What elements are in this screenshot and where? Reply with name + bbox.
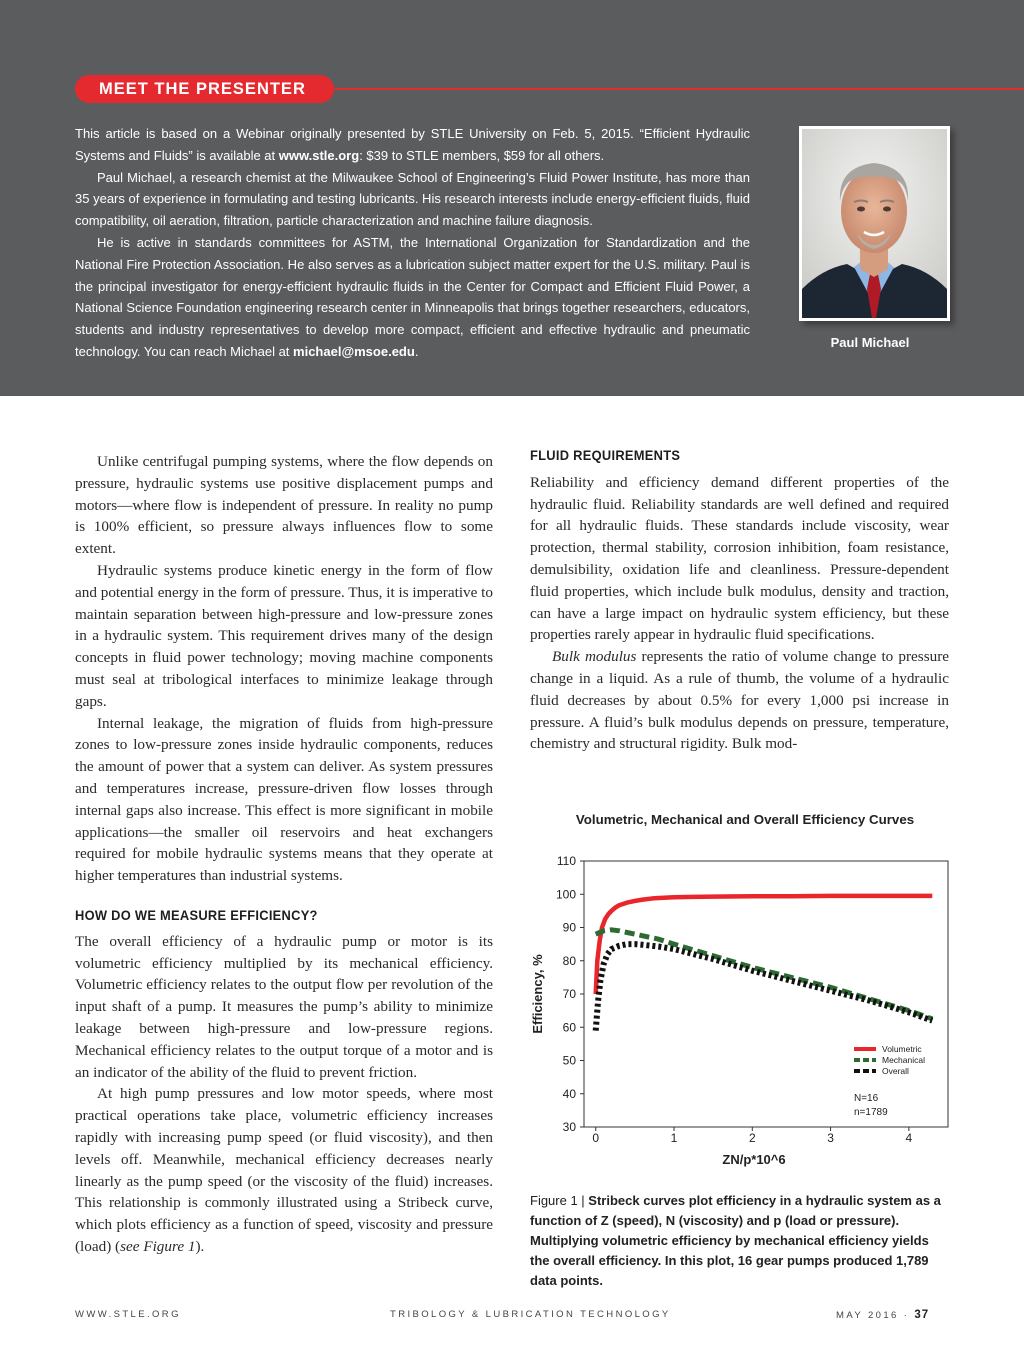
term-bulk-modulus: Bulk modulus <box>552 648 637 666</box>
figure-caption <box>530 1191 950 1291</box>
efficiency-chart <box>528 845 958 1175</box>
y-tick-label: 110 <box>556 854 576 868</box>
bio-end: . <box>414 343 419 359</box>
legend-label: Volumetric <box>882 1044 922 1054</box>
y-tick-label: 90 <box>562 920 576 935</box>
x-tick-label: 1 <box>670 1131 678 1145</box>
y-tick-label: 30 <box>562 1120 576 1134</box>
email-link[interactable]: michael@msoe.edu <box>293 343 415 359</box>
meet-the-presenter-tag: MEET THE PRESENTER <box>75 75 334 103</box>
presenter-band <box>0 0 1024 396</box>
footer-publication: TRIBOLOGY & LUBRICATION TECHNOLOGY <box>390 1309 671 1320</box>
left-column <box>75 451 493 1258</box>
y-axis-label: Efficiency, % <box>530 954 545 1034</box>
y-tick-label: 80 <box>562 953 576 968</box>
x-tick-label: 4 <box>905 1131 913 1145</box>
paragraph-text: At high pump pressures and low motor speeds, where most practical operations take place, volumetric efficiency increases rapidly with increasing pump speed (or fluid viscosity), and then levels off. Meanwhile, mechanical efficiency decreases nearly linearly as the pump speed (or the viscosity of the fluid) increases. This relationship is commonly illustrated using a Stribeck curve, which plots efficiency as a function of speed, viscosity and pressure (load) ( <box>75 1085 493 1255</box>
figure-caption-text: Stribeck curves plot efficiency in a hydraulic system as a function of Z (speed), N (viscosity) and p (load or pressure). Multiplying volumetric efficiency by mechanical efficiency yields the overall efficiency. In this plot, 16 gear pumps produced 1,789 data points. <box>530 1193 941 1288</box>
y-tick-label: 70 <box>562 987 576 1001</box>
y-tick-label: 50 <box>562 1053 576 1068</box>
x-tick-label: 0 <box>592 1131 600 1145</box>
intro-text: This article is based on a Webinar originally presented by STLE University on Feb. 5, 2015. “Efficient Hydraulic Systems and Fluids” is available at <box>75 126 750 163</box>
x-tick-label: 3 <box>827 1131 834 1145</box>
paragraph <box>530 646 949 755</box>
figure-reference: see Figure 1 <box>120 1237 196 1255</box>
legend-label: Overall <box>882 1066 909 1076</box>
y-tick-label: 100 <box>555 887 576 902</box>
paragraph <box>75 1083 493 1257</box>
legend-label: Mechanical <box>882 1055 925 1065</box>
bio-paragraph-2 <box>75 232 750 363</box>
paragraph: Internal leakage, the migration of fluids from high-pressure zones to low-pressure zones inside hydraulic components, reduces the amount of power that a system can deliver. As system pressures and temperatures increase, pressure-driven flow losses through internal gaps also increase. This effect is more significant in mobile applications—the smaller oil reservoirs and heat exchangers required for mobile hydraulic systems means that they operate at higher temperatures than industrial systems. <box>75 714 493 885</box>
stle-link[interactable]: www.stle.org <box>278 147 360 163</box>
figure-number: Figure 1 | <box>530 1193 589 1208</box>
paragraph: Hydraulic systems produce kinetic energy in the form of flow and potential energy in the form of pressure. Thus, it is imperative to maintain separation between high-pressure and low-pressure zones in a hydraulic system. This requirement drives many of the design concepts in fluid power technology; moving machine components must seal at tribological interfaces to minimize leakage through gaps. <box>75 561 493 710</box>
y-tick-label: 40 <box>562 1086 576 1101</box>
chart-annotation: n=1789 <box>854 1107 888 1118</box>
x-tick-label: 2 <box>748 1131 756 1145</box>
footer-website: WWW.STLE.ORG <box>75 1309 181 1320</box>
paragraph: Reliability and efficiency demand different properties of the hydraulic fluid. Reliability standards are well defined and required for all hydraulic fluids. These standards include viscosity, wear protection, thermal stability, corrosion inhibition, foam resistance, demulsibility, oxidation life and cleanliness. Pressure-dependent fluid properties, which include bulk modulus, density and traction, can have a large impact on hydraulic system efficiency, but these properties rarely appear in hydraulic fluid specifications. <box>530 473 949 644</box>
section-heading-fluid-requirements: FLUID REQUIREMENTS <box>530 447 681 463</box>
intro-paragraph <box>75 123 750 167</box>
right-column <box>530 445 949 755</box>
chart-title: Volumetric, Mechanical and Overall Efficiency Curves <box>575 812 915 827</box>
paragraph-text: represents the ratio of volume change to pressure change in a liquid. As a rule of thumb, the volume of a hydraulic fluid decreases by about 0.5% for every 1,000 psi increase in pressure. A fluid’s bulk modulus depends on pressure, temperature, chemistry and structural rigidity. Bulk mod- <box>530 648 949 753</box>
paragraph: The overall efficiency of a hydraulic pump or motor is its volumetric efficiency multiplied by its mechanical efficiency. Volumetric efficiency relates to the output flow per revolution of the input shaft of a pump. It measures the pump’s ability to minimize leakage between high-pressure and low-pressure regions. Mechanical efficiency relates to the output torque of a motor and is an indicator of the ability of the fluid to prevent friction. <box>75 932 493 1081</box>
chart-annotation: N=16 <box>854 1093 879 1104</box>
intro-price-text: : $39 to STLE members, $59 for all others. <box>359 147 605 163</box>
footer-date-page <box>836 1309 929 1321</box>
footer-date: MAY 2016 · <box>836 1310 915 1321</box>
photo-caption: Paul Michael <box>830 335 910 350</box>
tag-rule <box>334 88 1024 90</box>
y-tick-label: 60 <box>562 1020 576 1035</box>
presenter-bio <box>75 123 750 363</box>
x-axis-label: ZN/p*10^6 <box>722 1152 786 1167</box>
presenter-photo <box>799 126 950 321</box>
page-number: 37 <box>914 1309 930 1321</box>
paragraph: Unlike centrifugal pumping systems, where the flow depends on pressure, hydraulic systems use positive displacement pumps and motors—where flow is independent of pressure. In reality no pump is 100% efficient, so pressure always influences flow to some extent. <box>75 453 493 558</box>
section-heading-efficiency: HOW DO WE MEASURE EFFICIENCY? <box>75 906 318 923</box>
bio-paragraph-1: Paul Michael, a research chemist at the Milwaukee School of Engineering’s Fluid Power Institute, has more than 35 years of experience in formulating and testing lubricants. His research interests include energy-efficient fluids, fluid compatibility, oil aeration, filtration, particle characterization and machine failure diagnosis. <box>75 169 750 229</box>
paragraph-end: ). <box>195 1237 205 1255</box>
bio-text: He is active in standards committees for ASTM, the International Organization for Standardization and the National Fire Protection Association. He also serves as a lubrication subject matter expert for the U.S. military. Paul is the principal investigator for energy-efficient hydraulic fluids in the Center for Compact and Efficient Fluid Power, a National Science Foundation engineering research center in Minneapolis that brings together researchers, educators, students and industry representatives to develop more compact, efficient and effective hydraulic and pneumatic technology. You can reach Michael at <box>75 234 750 359</box>
portrait-image <box>802 129 947 318</box>
